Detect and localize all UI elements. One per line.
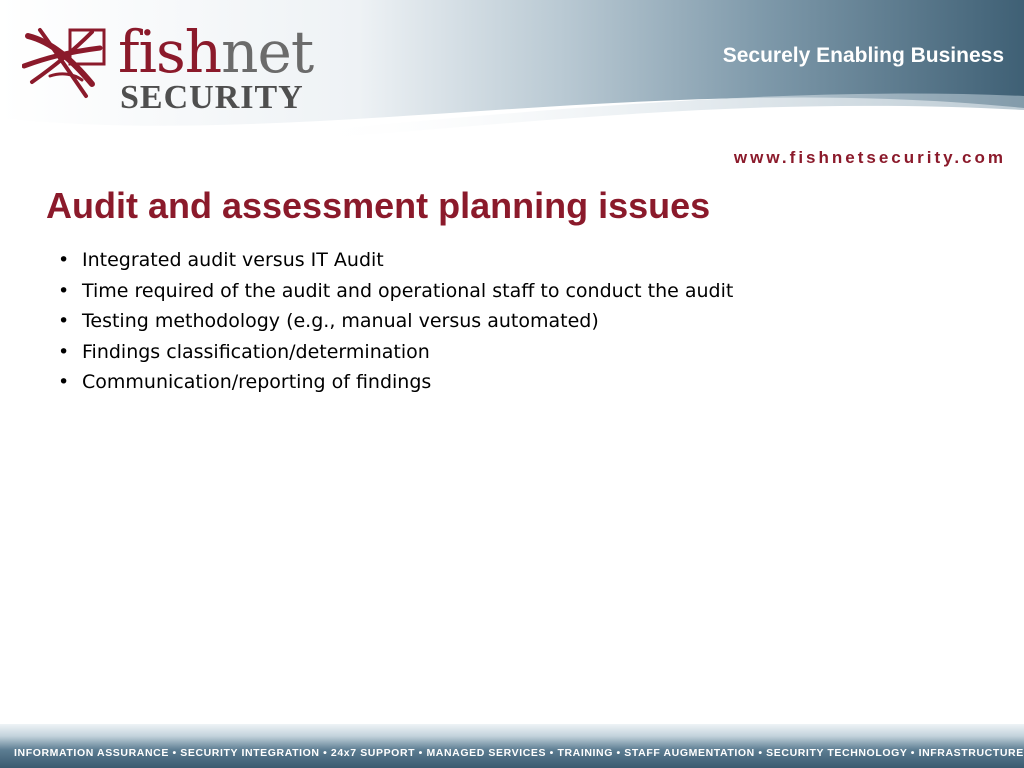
bullet-text: Time required of the audit and operational staff to conduct the audit: [82, 279, 734, 302]
bullet-text: Testing methodology (e.g., manual versus automated): [82, 310, 599, 332]
bullet-dot-icon: •: [58, 310, 70, 332]
bullet-item: [58, 306, 733, 337]
bullet-text: Integrated audit versus IT Audit: [82, 249, 384, 271]
logo-word-net: net: [221, 18, 314, 86]
website-link[interactable]: www.fishnetsecurity.com: [733, 148, 1006, 167]
footer-bar: [0, 724, 1024, 768]
bullet-dot-icon: •: [58, 279, 70, 302]
logo-word-fish: fish: [118, 18, 222, 86]
bullet-item: [58, 276, 733, 307]
footer-services-text: INFORMATION ASSURANCE • SECURITY INTEGRATION • 24x7 SUPPORT • MANAGED SERVICES • TRAINING • STAFF AUGMENTATION • SECURITY TECHNOLOGY • INFRASTRUCTURE: [14, 747, 1024, 759]
header-tagline: Securely Enabling Business: [722, 44, 1004, 67]
bullet-dot-icon: •: [58, 340, 70, 363]
bullet-item: [58, 367, 733, 398]
bullet-list: [58, 245, 733, 398]
logo-wordmark: [118, 18, 314, 86]
fishnet-security-logo[interactable]: [22, 18, 342, 128]
logo-subword: SECURITY: [120, 79, 304, 116]
fishnet-cross-icon: [22, 22, 112, 102]
bullet-item: [58, 245, 733, 276]
header-banner: [0, 0, 1024, 145]
bullet-dot-icon: •: [58, 249, 70, 271]
bullet-text: Findings classification/determination: [82, 340, 430, 363]
bullet-text: Communication/reporting of findings: [82, 371, 432, 393]
slide-title: Audit and assessment planning issues: [46, 185, 711, 226]
bullet-item: [58, 337, 733, 368]
bullet-dot-icon: •: [58, 371, 70, 393]
